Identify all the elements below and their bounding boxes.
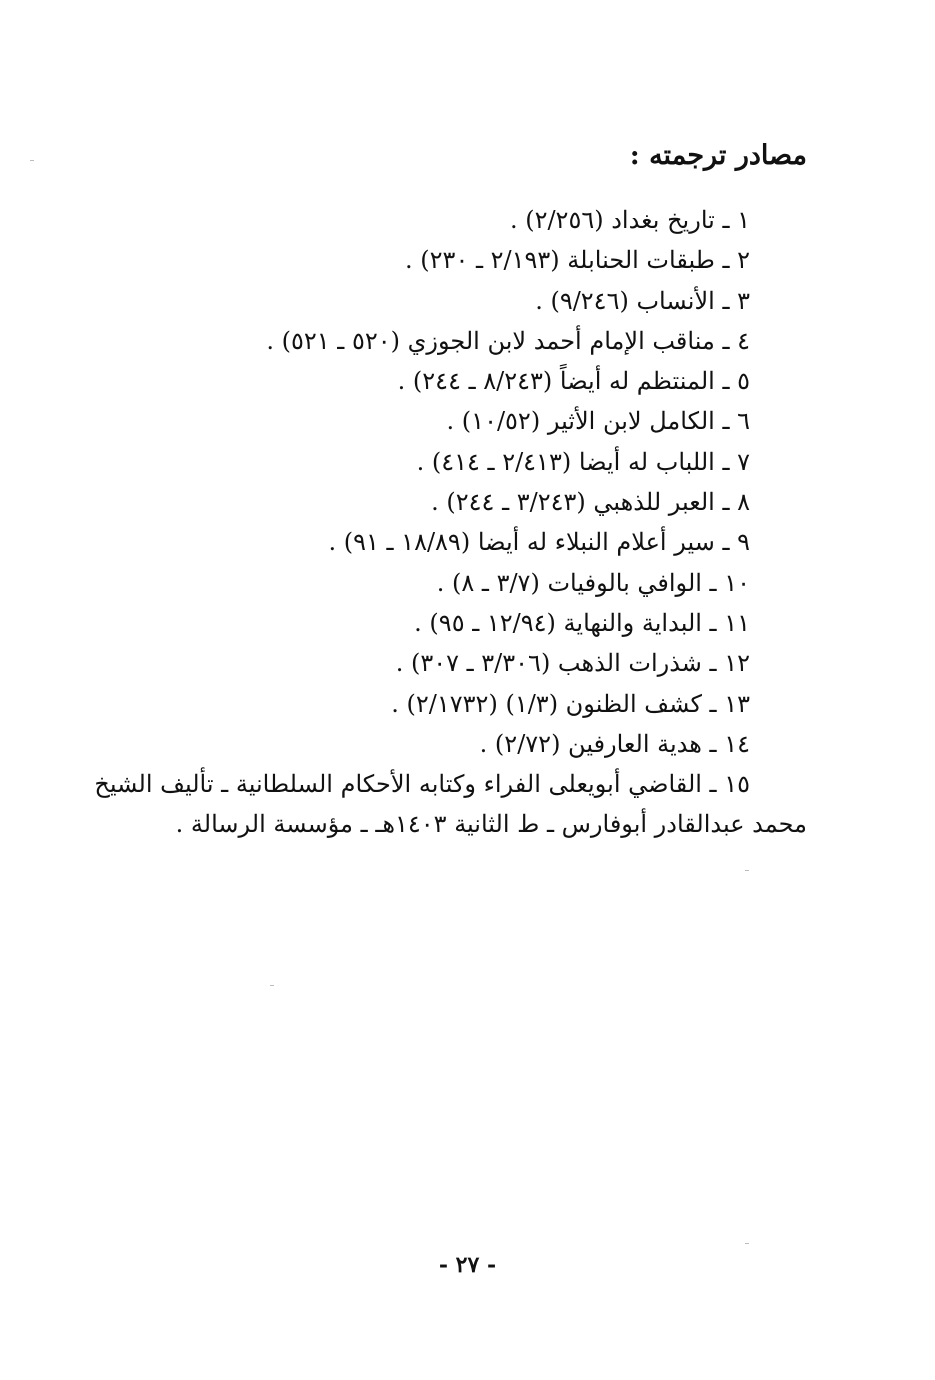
source-line-1: ١٥ ـ القاضي أبويعلى الفراء وكتابه الأحكام السلطانية ـ تأليف الشيخ: [94, 770, 750, 799]
source-item: ٤ ـ مناقب الإمام أحمد لابن الجوزي (٥٢٠ ـ ٥٢١) .: [266, 326, 750, 355]
source-item: ١ ـ تاريخ بغداد (٢/٢٥٦) .: [509, 206, 750, 234]
section-heading: مصادر ترجمته :: [629, 140, 807, 171]
page-number: - ٢٧ -: [438, 1252, 497, 1278]
scan-speck: [745, 1243, 749, 1244]
scan-speck: [30, 160, 34, 161]
sources-list: [60, 200, 807, 845]
source-line-2: محمد عبدالقادر أبوفارس ـ ط الثانية ١٤٠٣هـ ـ مؤسسة الرسالة .: [175, 810, 807, 839]
source-item: ١١ ـ البداية والنهاية (١٢/٩٤ ـ ٩٥) .: [414, 608, 750, 637]
source-item: ١٣ ـ كشف الظنون (١/٣) (٢/١٧٣٢) .: [391, 689, 750, 718]
source-item: ٢ ـ طبقات الحنابلة (٢/١٩٣ ـ ٢٣٠) .: [405, 246, 750, 275]
source-item: ٩ ـ سير أعلام النبلاء له أيضا (١٨/٨٩ ـ ٩١) .: [328, 528, 750, 557]
source-item: ٨ ـ العبر للذهبي (٣/٢٤٣ ـ ٢٤٤) .: [431, 488, 750, 517]
source-item: ٣ ـ الأنساب (٩/٢٤٦) .: [535, 286, 750, 315]
scan-speck: [745, 870, 749, 871]
source-item: ٧ ـ اللباب له أيضا (٢/٤١٣ ـ ٤١٤) .: [416, 447, 750, 476]
source-item: ١٠ ـ الوافي بالوفيات (٣/٧ ـ ٨) .: [436, 568, 750, 597]
source-item: ٦ ـ الكامل لابن الأثير (١٠/٥٢) .: [446, 407, 750, 436]
source-item-multiline: [60, 764, 807, 845]
source-item: ٥ ـ المنتظم له أيضاً (٨/٢٤٣ ـ ٢٤٤) .: [397, 367, 750, 396]
source-item: ١٤ ـ هدية العارفين (٢/٧٢) .: [479, 729, 750, 758]
scan-speck: [270, 985, 274, 986]
source-item: ١٢ ـ شذرات الذهب (٣/٣٠٦ ـ ٣٠٧) .: [395, 649, 750, 678]
